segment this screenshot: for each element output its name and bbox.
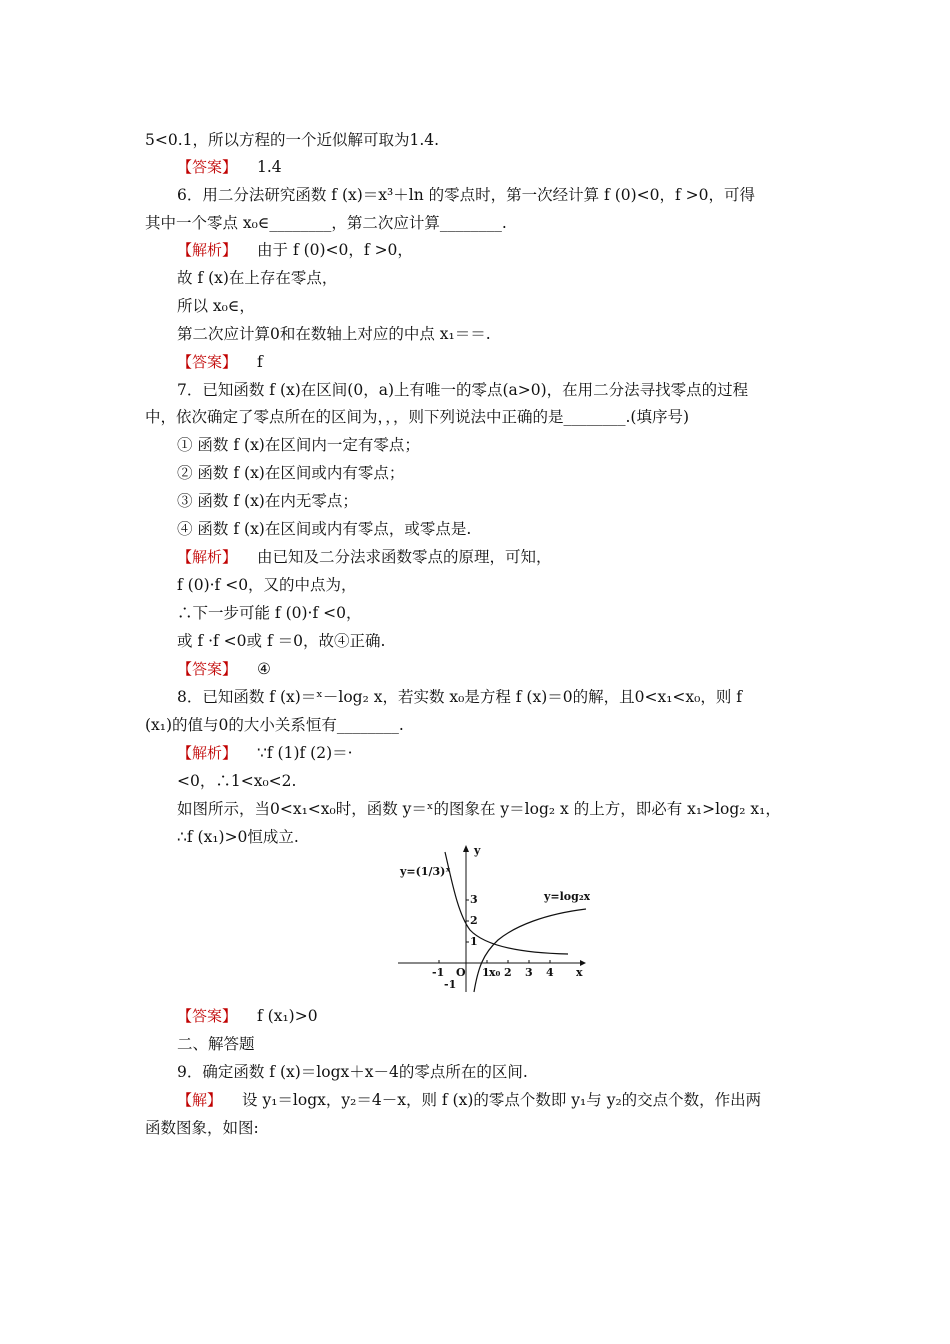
line-text: f (0)·f <0，又的中点为， (177, 576, 357, 594)
line-text: 故 f (x)在上存在零点， (177, 269, 338, 287)
line-text: ③ 函数 f (x)在内无零点； (177, 492, 358, 510)
text-line (177, 687, 742, 707)
text-line (177, 827, 299, 847)
text-line (145, 1118, 259, 1138)
line-text: (x₁)的值与0的大小关系恒有________. (145, 716, 404, 734)
line-text: 其中一个零点 x₀∈________，第二次应计算________. (145, 214, 507, 232)
exp-curve (445, 852, 568, 954)
labeled-line (177, 659, 271, 679)
curve2-label: y=log₂x (544, 890, 590, 903)
line-text: 1.4 (257, 158, 282, 176)
y-axis-label: y (474, 844, 481, 857)
line-text: ∵f (1)f (2)＝· (257, 744, 353, 762)
line-text: 如图所示，当0<x₁<x₀时，函数 y＝ˣ的图象在 y＝log₂ x 的上方，即必有 x₁>log₂ x₁， (177, 800, 781, 818)
line-text: 所以 x₀∈， (177, 297, 255, 315)
section-tag: 【解析】 (177, 548, 238, 566)
line-text: <0，∴1<x₀<2. (177, 772, 297, 790)
labeled-line (177, 157, 282, 177)
text-line (177, 799, 781, 819)
line-text: ② 函数 f (x)在区间或内有零点； (177, 464, 405, 482)
labeled-line (177, 547, 552, 567)
line-text: ④ (257, 660, 271, 678)
section-tag: 【答案】 (177, 660, 238, 678)
y-tick-label: 2 (470, 914, 478, 927)
text-line (177, 1034, 255, 1054)
x-tick-label: 1 (482, 966, 490, 979)
y-axis-arrow (463, 845, 469, 852)
x-tick-label: 4 (546, 966, 554, 979)
text-line (177, 185, 755, 205)
labeled-line (177, 1090, 761, 1110)
line-text: f (257, 353, 263, 371)
labeled-line (177, 352, 263, 372)
text-line (177, 575, 357, 595)
line-text: 6．用二分法研究函数 f (x)＝x³＋ln 的零点时，第一次经计算 f (0)<0，f >0，可得 (177, 186, 756, 204)
text-line (177, 631, 385, 651)
log-curve (474, 909, 586, 992)
labeled-line (177, 240, 413, 260)
line-text: 7．已知函数 f (x)在区间(0，a)上有唯一的零点(a>0)，在用二分法寻找零点的过程 (177, 381, 749, 399)
text-line (177, 1062, 528, 1082)
line-text: 9．确定函数 f (x)＝logx＋x－4的零点所在的区间. (177, 1063, 528, 1081)
section-tag: 【答案】 (177, 353, 238, 371)
section-tag: 【解析】 (177, 241, 238, 259)
line-text: ∴下一步可能 f (0)·f <0， (177, 604, 362, 622)
y-tick-label: 1 (470, 935, 478, 948)
x0-label: x₀ (489, 966, 501, 979)
line-text: 函数图象，如图: (145, 1119, 259, 1137)
line-text: 由已知及二分法求函数零点的原理，可知， (257, 548, 552, 566)
curve1-label: y=(1/3)ˣ (400, 865, 451, 878)
x-tick-label: 3 (525, 966, 533, 979)
x-tick-label: 2 (504, 966, 512, 979)
text-line (145, 213, 507, 233)
text-line (145, 715, 404, 735)
text-line (145, 407, 689, 427)
labeled-line (177, 1006, 318, 1026)
line-text: 中，依次确定了零点所在的区间为，，，则下列说法中正确的是________.(填序号) (145, 408, 690, 426)
section-tag: 【解析】 (177, 744, 238, 762)
text-line (177, 519, 471, 539)
text-line (177, 296, 255, 316)
line-text: 二、解答题 (177, 1035, 255, 1053)
section-tag: 【答案】 (177, 158, 238, 176)
labeled-line (177, 743, 353, 763)
x-axis-label: x (576, 966, 583, 979)
line-text: f (x₁)>0 (257, 1007, 318, 1025)
x-tick-label: -1 (432, 966, 445, 979)
origin-label: O (456, 966, 466, 979)
function-graph (390, 842, 590, 994)
y-tick-label: -1 (444, 978, 457, 991)
section-tag: 【答案】 (177, 1007, 238, 1025)
line-text: 设 y₁＝logx，y₂＝4－x，则 f (x)的零点个数即 y₁与 y₂的交点个数，作出两 (242, 1091, 762, 1109)
text-line (177, 268, 337, 288)
text-line (145, 130, 439, 150)
section-tag: 【解】 (177, 1091, 223, 1109)
line-text: 8．已知函数 f (x)＝ˣ－log₂ x，若实数 x₀是方程 f (x)＝0的解，且0<x₁<x₀，则 f (177, 688, 743, 706)
text-line (177, 435, 420, 455)
text-line (177, 380, 748, 400)
line-text: 5<0.1，所以方程的一个近似解可取为1.4. (145, 131, 440, 149)
line-text: 由于 f (0)<0，f >0， (257, 241, 413, 259)
text-line (177, 491, 358, 511)
text-line (177, 771, 296, 791)
line-text: ④ 函数 f (x)在区间或内有零点，或零点是. (177, 520, 472, 538)
y-tick-label: 3 (470, 893, 478, 906)
line-text: 或 f ·f <0或 f ＝0，故④正确. (177, 632, 386, 650)
text-line (177, 324, 491, 344)
line-text: 第二次应计算0和在数轴上对应的中点 x₁＝＝. (177, 325, 491, 343)
text-line (177, 603, 362, 623)
text-line (177, 463, 404, 483)
line-text: ① 函数 f (x)在区间内一定有零点； (177, 436, 420, 454)
line-text: ∴f (x₁)>0恒成立. (177, 828, 299, 846)
